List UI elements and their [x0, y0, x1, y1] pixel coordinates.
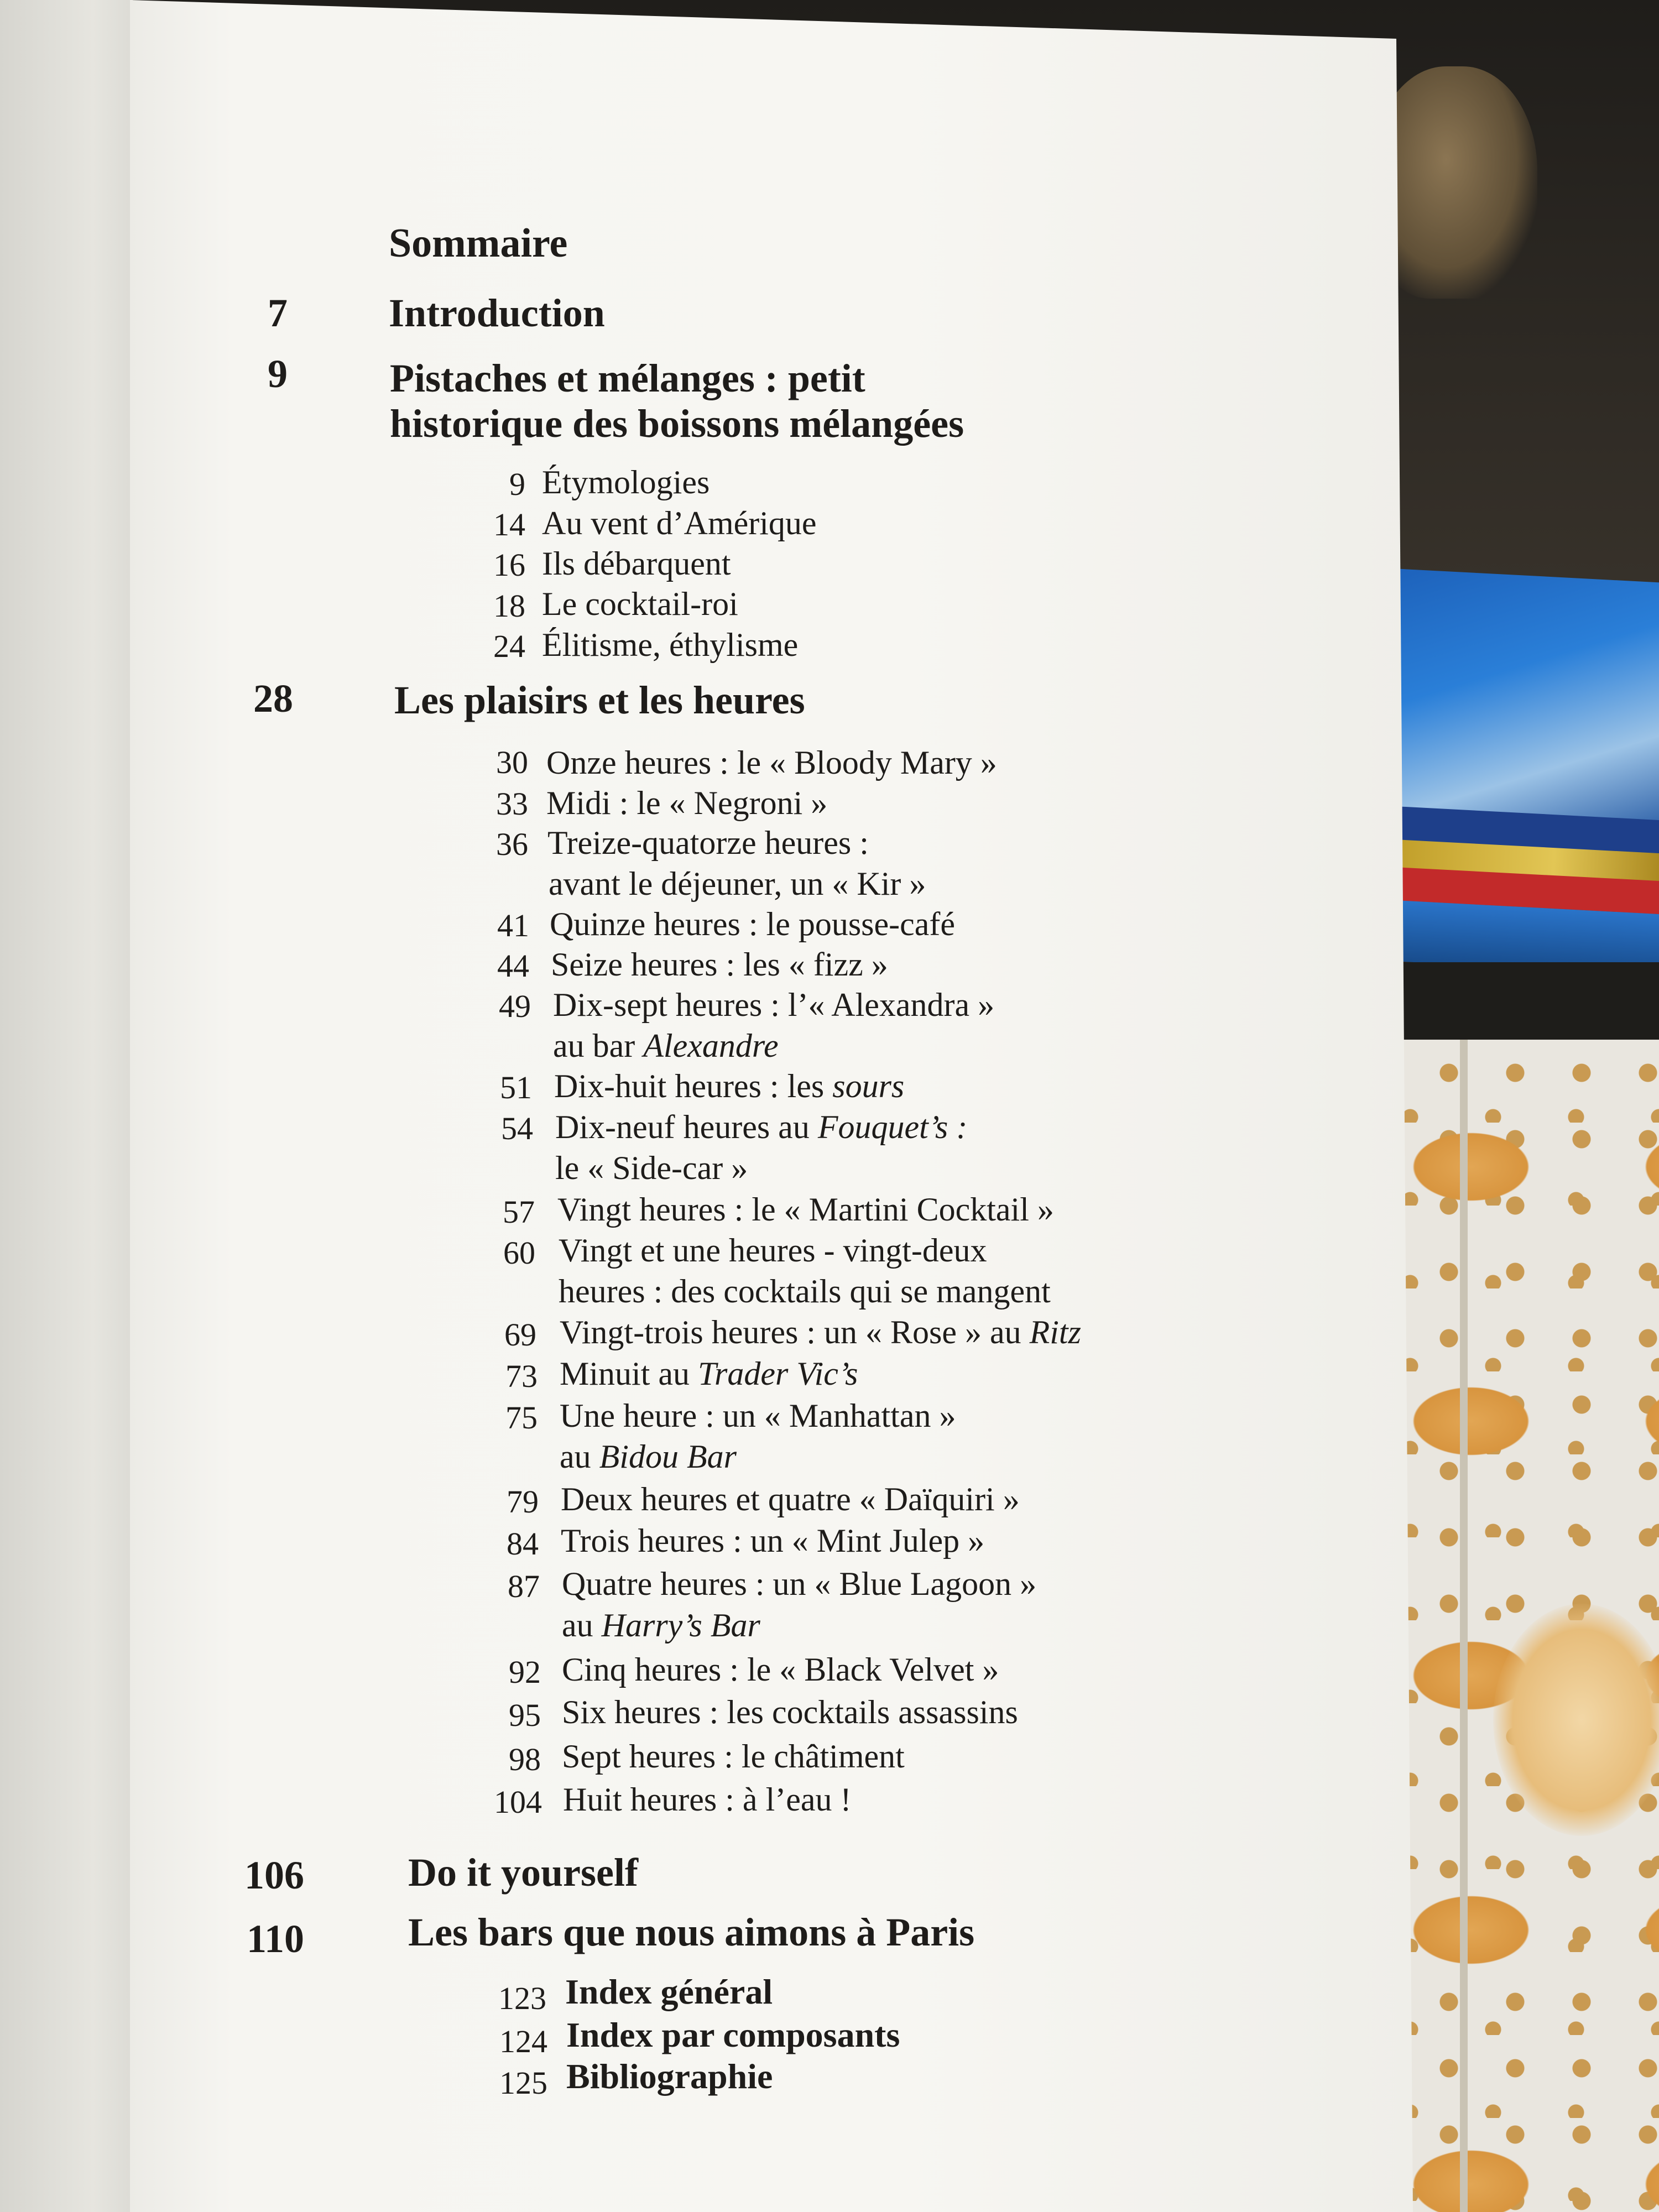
toc-title: Sommaire	[389, 221, 568, 266]
entry-title: Ils débarquent	[542, 545, 731, 582]
entry-page-number: 54	[501, 1110, 533, 1146]
entry-title: Vingt et une heures - vingt-deux	[559, 1232, 987, 1269]
entry-title: Quinze heures : le pousse-café	[550, 906, 956, 942]
chapter-title: Introduction	[389, 291, 605, 335]
chapter-page-number: 106	[244, 1853, 304, 1897]
entry-title: Trois heures : un « Mint Julep »	[561, 1522, 985, 1559]
entry-page-number: 84	[507, 1526, 539, 1562]
entry-page-number: 16	[493, 547, 525, 583]
entry-page-number: 75	[505, 1400, 538, 1436]
entry-title: Deux heures et quatre « Daïquiri »	[561, 1481, 1020, 1517]
entry-title: Minuit au Trader Vic’s	[560, 1355, 858, 1392]
entry-page-number: 18	[493, 588, 525, 624]
entry-title-continuation: avant le déjeuner, un « Kir »	[549, 865, 926, 902]
entry-page-number: 104	[494, 1784, 542, 1820]
entry-page-number: 44	[497, 948, 529, 984]
entry-title: Quatre heures : un « Blue Lagoon »	[562, 1566, 1037, 1602]
entry-page-number: 124	[499, 2023, 547, 2059]
entry-page-number: 92	[509, 1654, 541, 1690]
entry-title: Vingt-trois heures : un « Rose » au Ritz	[560, 1314, 1081, 1350]
chapter-page-number: 110	[246, 1917, 304, 1961]
entry-page-number: 98	[509, 1741, 541, 1777]
chapter-page-number: 7	[268, 291, 288, 335]
entry-title-continuation: au bar Alexandre	[553, 1027, 779, 1064]
entry-page-number: 125	[499, 2065, 547, 2101]
entry-title: Le cocktail-roi	[542, 586, 738, 622]
entry-title: Une heure : un « Manhattan »	[560, 1397, 956, 1434]
chapter-title: Les bars que nous aimons à Paris	[408, 1910, 975, 1954]
entry-page-number: 95	[509, 1697, 541, 1733]
entry-title: Huit heures : à l’eau !	[563, 1781, 852, 1818]
chapter-title: Les plaisirs et les heures	[394, 678, 805, 722]
entry-title: Bibliographie	[566, 2057, 773, 2096]
entry-title-continuation: heures : des cocktails qui se mangent	[559, 1273, 1051, 1310]
chapter-title: Do it yourself	[408, 1850, 638, 1895]
entry-page-number: 79	[507, 1484, 539, 1520]
entry-title: Dix-huit heures : les sours	[554, 1068, 905, 1104]
entry-title-continuation: au Bidou Bar	[560, 1438, 737, 1475]
entry-title: Dix-sept heures : l’« Alexandra »	[553, 987, 995, 1023]
entry-page-number: 60	[503, 1235, 535, 1271]
entry-page-number: 9	[509, 466, 525, 502]
entry-title: Étymologies	[542, 464, 710, 500]
entry-page-number: 33	[496, 786, 528, 822]
entry-title: Onze heures : le « Bloody Mary »	[546, 744, 997, 781]
entry-page-number: 57	[503, 1194, 535, 1230]
entry-page-number: 123	[498, 1980, 546, 2016]
entry-title: Midi : le « Negroni »	[546, 785, 828, 821]
entry-title: Index général	[565, 1972, 773, 2011]
entry-page-number: 49	[499, 988, 531, 1024]
entry-title: Treize-quatorze heures :	[547, 825, 869, 861]
entry-page-number: 87	[508, 1568, 540, 1604]
chapter-page-number: 28	[253, 676, 293, 721]
entry-page-number: 51	[500, 1070, 532, 1105]
chapter-title-line: Pistaches et mélanges : petit	[390, 356, 865, 400]
entry-title: Au vent d’Amérique	[542, 505, 817, 541]
entry-title: Six heures : les cocktails assassins	[562, 1694, 1018, 1730]
entry-title: Index par composants	[566, 2015, 900, 2054]
entry-title: Sept heures : le châtiment	[562, 1738, 905, 1775]
entry-page-number: 24	[493, 628, 525, 664]
entry-title-continuation: le « Side-car »	[555, 1150, 748, 1186]
entry-page-number: 69	[504, 1317, 536, 1353]
chapter-page-number: 9	[268, 352, 288, 396]
entry-page-number: 73	[505, 1358, 538, 1394]
entry-title: Élitisme, éthylisme	[542, 627, 799, 663]
entry-title: Seize heures : les « fizz »	[551, 946, 888, 983]
entry-page-number: 41	[497, 907, 529, 943]
entry-title: Dix-neuf heures au Fouquet’s :	[555, 1109, 968, 1145]
entry-title-continuation: au Harry’s Bar	[562, 1607, 760, 1644]
entry-page-number: 36	[496, 826, 528, 862]
entry-title: Vingt heures : le « Martini Cocktail »	[557, 1191, 1054, 1228]
entry-page-number: 30	[496, 744, 528, 780]
entry-title: Cinq heures : le « Black Velvet »	[562, 1651, 999, 1688]
chapter-title-line: historique des boissons mélangées	[390, 401, 964, 446]
entry-page-number: 14	[493, 507, 525, 542]
